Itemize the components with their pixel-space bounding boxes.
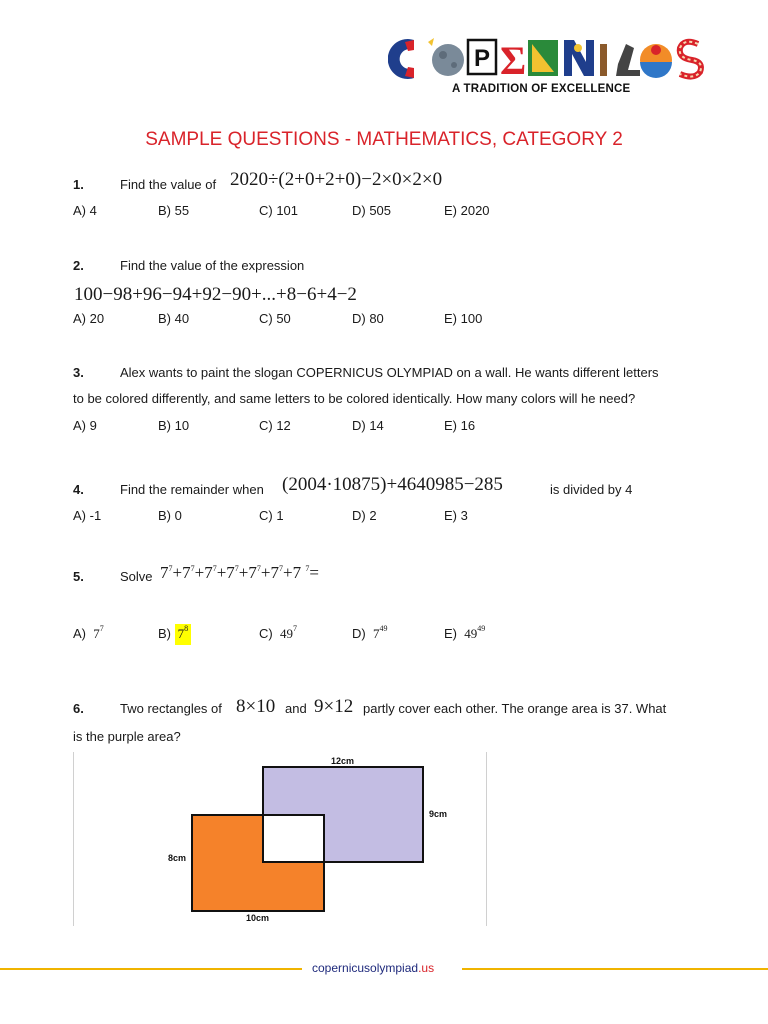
- option-c: C) 101: [259, 203, 299, 218]
- question-number: 3.: [73, 365, 84, 380]
- question-text: Find the remainder when: [120, 482, 264, 497]
- option-d: D) 505: [352, 203, 392, 218]
- question-text: Two rectangles of: [120, 701, 222, 716]
- option-d: D) $7^{49}$: [352, 624, 388, 641]
- question-number: 6.: [73, 701, 84, 716]
- question-number: 2.: [73, 258, 84, 273]
- question-text: partly cover each other. The orange area is 37. What: [363, 701, 667, 716]
- question-text: and: [285, 701, 307, 716]
- option-a: A) $7^7$: [73, 624, 104, 641]
- label-bottom: 10cm: [246, 913, 270, 923]
- option-c: C) 50: [259, 311, 291, 326]
- question-text-tail: is divided by 4: [550, 482, 633, 497]
- svg-text:Σ: Σ: [500, 38, 527, 83]
- overlap-region: [263, 815, 324, 862]
- question-expression: 2020÷(2+0+2+0)−2×0×2×0: [230, 169, 443, 190]
- question-text: Find the value of the expression: [120, 258, 305, 273]
- label-top: 12cm: [331, 756, 355, 766]
- tagline: A TRADITION OF EXCELLENCE: [452, 83, 631, 95]
- option-b: B) 0: [158, 508, 182, 523]
- option-b: B) 40: [158, 311, 190, 326]
- question-number: 1.: [73, 177, 84, 192]
- option-a: A) 20: [73, 311, 105, 326]
- question-expression: 100−98+96−94+92−90+...+8−6+4−2: [74, 284, 357, 305]
- option-c: C) 1: [259, 508, 284, 523]
- svg-text:P: P: [473, 45, 491, 72]
- question-expression: 9×12: [314, 696, 354, 717]
- footer-line-right: [462, 968, 768, 970]
- option-b: B) 10: [158, 418, 190, 433]
- rectangles-figure: [150, 752, 470, 928]
- option-b-correct: B) $7^8$: [158, 624, 191, 642]
- question-expression: (2004·10875)+4640985−285: [282, 474, 503, 495]
- option-a: A) -1: [73, 508, 102, 523]
- option-e: E) 3: [444, 508, 468, 523]
- option-e: E) 16: [444, 418, 476, 433]
- option-e: E) 2020: [444, 203, 490, 218]
- page-title: SAMPLE QUESTIONS - MATHEMATICS, CATEGORY 2: [145, 129, 623, 150]
- footer-link[interactable]: copernicusolympiad.us: [312, 961, 435, 975]
- option-a: A) 9: [73, 418, 97, 433]
- option-b: B) 55: [158, 203, 190, 218]
- question-expression: $7^7+7^7+7^7+7^7+7^7+7^7+7$ $^7$=: [160, 563, 319, 582]
- footer-line-left: [0, 968, 302, 970]
- question-number: 5.: [73, 569, 84, 584]
- option-a: A) 4: [73, 203, 97, 218]
- option-d: D) 80: [352, 311, 384, 326]
- option-d: D) 2: [352, 508, 377, 523]
- label-right: 9cm: [429, 809, 448, 819]
- option-e: E) $49^{49}$: [444, 624, 486, 641]
- question-text-continued: is the purple area?: [73, 729, 181, 744]
- question-expression: 8×10: [236, 696, 276, 717]
- question-text-continued: to be colored differently, and same letters to be colored identically. How many colors will he need?: [73, 391, 636, 406]
- label-left: 8cm: [168, 853, 187, 863]
- copernicus-logo: [388, 34, 712, 84]
- question-text: Alex wants to paint the slogan COPERNICUS OLYMPIAD on a wall. He wants different letters: [120, 365, 659, 380]
- option-d: D) 14: [352, 418, 384, 433]
- question-text: Solve: [120, 569, 153, 584]
- option-c: C) 12: [259, 418, 291, 433]
- question-number: 4.: [73, 482, 84, 497]
- question-text: Find the value of: [120, 177, 217, 192]
- answer-highlight: $7^8$: [175, 624, 192, 645]
- option-e: E) 100: [444, 311, 483, 326]
- option-c: C) $49^7$: [259, 624, 297, 641]
